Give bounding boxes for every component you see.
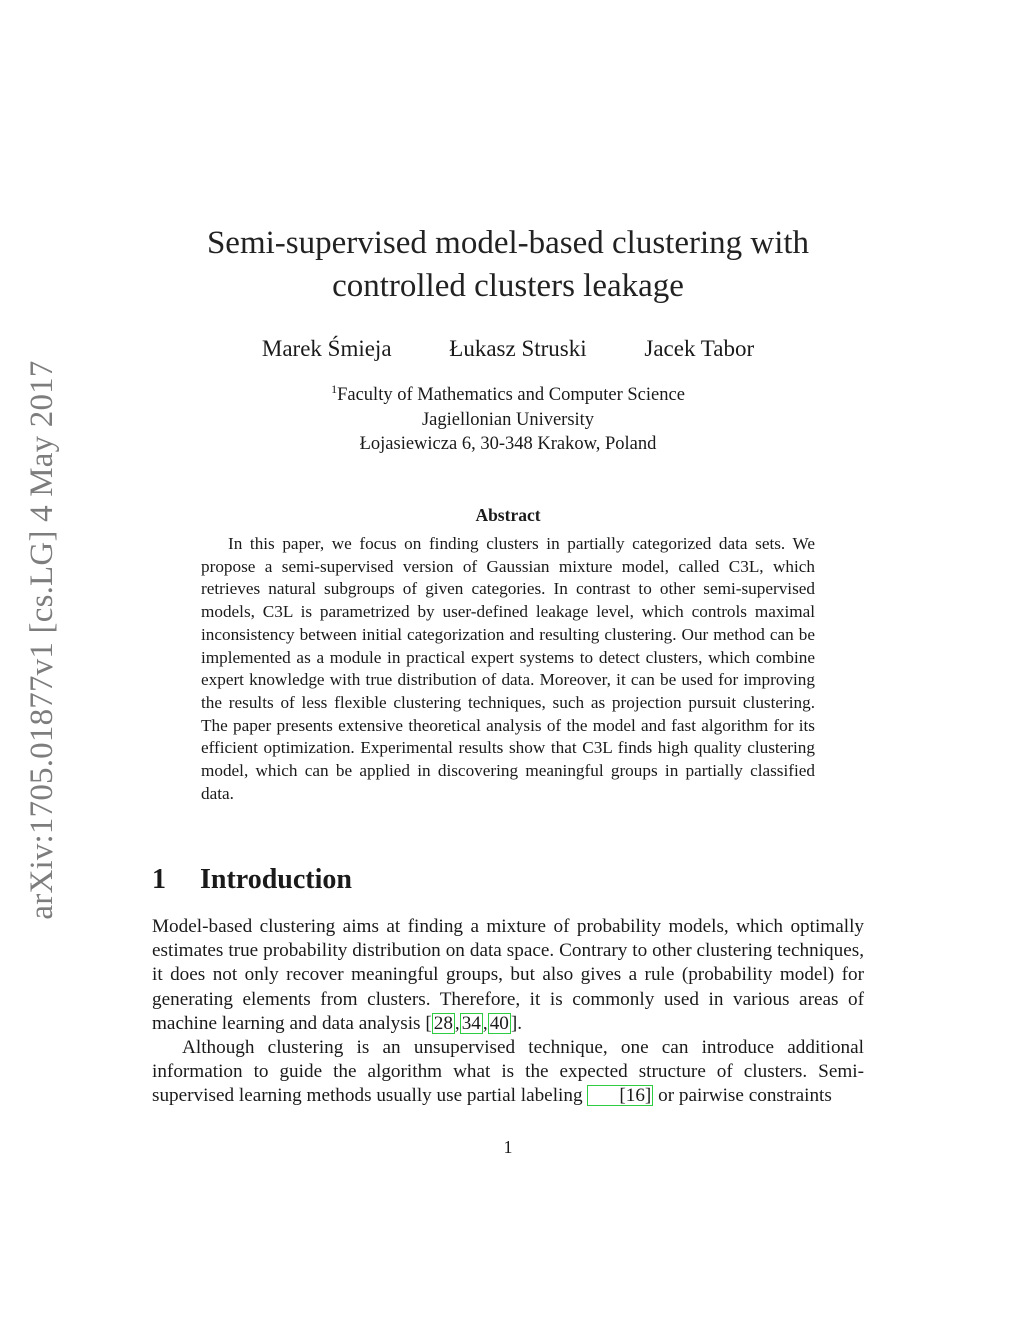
title-line-1: Semi-supervised model-based clustering with	[206, 225, 810, 261]
section-number: 1	[152, 864, 166, 895]
paragraph-text: Although clustering is an unsupervised technique, one can introduce additional information to guide the algorithm what is the expected structure of clusters. Semi-supervised learning methods usually use partial labeling	[152, 1037, 864, 1107]
affiliation	[0, 383, 1016, 457]
affiliation-marker: 1	[331, 382, 338, 396]
citation-separator: ,	[454, 1012, 460, 1034]
author-name: Łukasz Struski	[449, 336, 587, 361]
author-name: Jacek Tabor	[644, 336, 755, 361]
paragraph-text: Model-based clustering aims at finding a mixture of probability models, which optimally estimates true probability distribution on data space. Contrary to other clustering techniques, it does not only recover meaningful groups, but also gives a rule (probability model) for generating elements from clusters. Therefore, it is commonly used in various areas of machine learning and data analysis	[152, 916, 864, 1034]
section-title: Introduction	[200, 864, 352, 895]
intro-paragraph-2	[152, 1036, 864, 1109]
affiliation-line-3: Łojasiewicza 6, 30-348 Krakow, Poland	[359, 434, 657, 454]
arxiv-identifier: arXiv:1705.01877v1 [cs.LG] 4 May 2017	[24, 360, 60, 920]
citation-link[interactable]: 34	[461, 1012, 481, 1034]
page-number: 1	[503, 1137, 513, 1157]
citation-link[interactable]: [16]	[587, 1085, 653, 1106]
author-name: Marek Śmieja	[261, 336, 392, 361]
citation-bracket: [	[425, 1012, 432, 1034]
abstract-heading: Abstract	[475, 505, 541, 525]
citation-bracket: ].	[510, 1012, 523, 1034]
paragraph-text: or pairwise constraints	[653, 1085, 832, 1107]
abstract-text: In this paper, we focus on finding clusters in partially categorized data sets. We propose a semi-supervised version of Gaussian mixture model, called C3L, which retrieves natural subgroups of given categories. In contrast to other semi-supervised models, C3L is parametrized by user-defined leakage level, which controls maximal inconsistency between initial categorization and resulting clustering. Our method can be implemented as a module in practical expert systems to detect clusters, which combine expert knowledge with true distribution of data. Moreover, it can be used for improving the results of less flexible clustering techniques, such as projection pursuit clustering. The paper presents extensive theoretical analysis of the model and fast algorithm for its efficient optimization. Experimental results show that C3L finds high quality clustering model, which can be applied in discovering meaningful groups in partially classified data.	[201, 534, 815, 803]
citation-link[interactable]: 28	[433, 1012, 453, 1034]
affiliation-line-1: Faculty of Mathematics and Computer Science	[337, 385, 685, 405]
citation-separator: ,	[482, 1012, 488, 1034]
citation-link[interactable]: 40	[489, 1012, 509, 1034]
section-heading	[152, 862, 852, 898]
affiliation-line-2: Jagiellonian University	[421, 409, 595, 430]
title-line-2: controlled clusters leakage	[332, 268, 684, 304]
paper-title	[0, 222, 1016, 308]
intro-paragraph-1	[152, 915, 864, 1036]
author-list	[0, 334, 1016, 364]
